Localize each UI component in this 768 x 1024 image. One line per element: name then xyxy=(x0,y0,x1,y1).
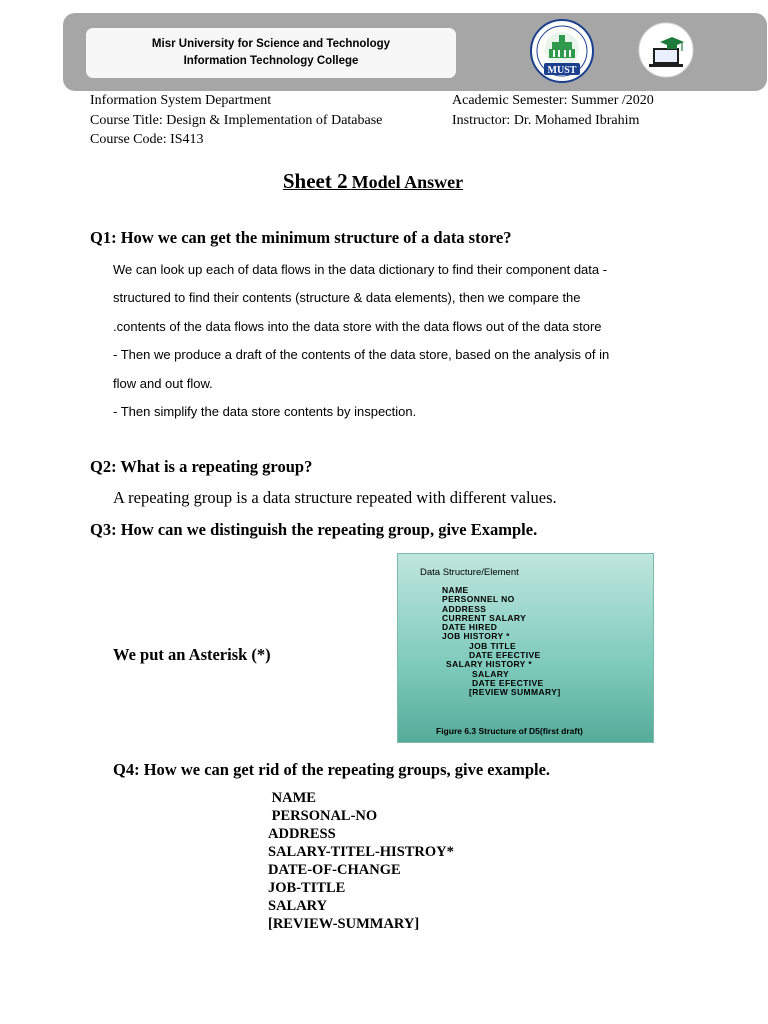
q1-answer xyxy=(113,256,673,426)
q4-example-list xyxy=(268,789,454,933)
q3-answer: We put an Asterisk (*) xyxy=(113,645,271,664)
q2-answer: A repeating group is a data structure repeated with different values. xyxy=(113,488,557,507)
figure-element-item: CURRENT SALARY xyxy=(442,612,527,623)
q1-answer-line: - Then simplify the data store contents by inspection. xyxy=(113,404,417,420)
university-name-box xyxy=(86,28,456,78)
course-info-right xyxy=(452,91,654,130)
figure-element-item: [REVIEW SUMMARY] xyxy=(469,687,561,698)
college-name: Information Technology College xyxy=(183,55,359,67)
page-title xyxy=(0,169,746,194)
figure-element-item: SALARY xyxy=(472,668,510,679)
figure-element-item: SALARY HISTORY * xyxy=(446,659,533,670)
q4-example-item: JOB-TITLE xyxy=(268,880,346,896)
title-model-answer: Model Answer xyxy=(351,172,464,192)
title-sheet: Sheet 2 xyxy=(282,169,348,193)
must-logo-text: MUST xyxy=(547,65,577,76)
q1-answer-line: We can look up each of data flows in the data dictionary to find their component data - xyxy=(113,262,608,277)
q4-question: Q4: How we can get rid of the repeating groups, give example. xyxy=(113,760,551,779)
instructor: Instructor: Dr. Mohamed Ibrahim xyxy=(452,112,640,128)
q4-example-item: [REVIEW-SUMMARY] xyxy=(268,916,420,932)
department: Information System Department xyxy=(90,93,272,108)
figure-element-item: PERSONNEL NO xyxy=(442,594,515,605)
q4-example-item: DATE-OF-CHANGE xyxy=(268,862,401,878)
q3-question: Q3: How can we distinguish the repeating group, give Example. xyxy=(90,520,538,539)
q2-question: Q2: What is a repeating group? xyxy=(90,457,313,476)
figure-element-item: JOB HISTORY * xyxy=(442,631,510,642)
figure-element-item: NAME xyxy=(442,585,469,595)
figure-element-item: DATE EFECTIVE xyxy=(472,677,544,688)
figure-element-item: ADDRESS xyxy=(442,603,487,614)
figure-element-list xyxy=(398,586,561,698)
q1-answer-line: - Then we produce a draft of the contents of the data store, based on the analysis of in xyxy=(113,347,610,363)
q4-example-item: SALARY-TITEL-HISTROY* xyxy=(268,844,454,860)
figure-title: Data Structure/Element xyxy=(420,567,519,578)
figure-element-item: DATE EFECTIVE xyxy=(469,650,541,661)
q1-answer-line: .contents of the data flows into the data store with the data flows out of the data store xyxy=(113,318,602,334)
q1-answer-line: structured to find their contents (structure & data elements), then we compare the xyxy=(113,290,581,306)
must-logo-icon xyxy=(530,19,594,83)
course-title: Course Title: Design & Implementation of Database xyxy=(90,112,383,128)
q4-example-item: PERSONAL-NO xyxy=(268,808,378,824)
course-code: Course Code: IS413 xyxy=(90,132,204,147)
q4-example-item: NAME xyxy=(268,790,316,806)
q4-example-item: ADDRESS xyxy=(268,826,336,842)
figure-caption: Figure 6.3 Structure of D5(first draft) xyxy=(436,726,583,736)
university-name: Misr University for Science and Technology xyxy=(151,38,391,50)
q4-example-item: SALARY xyxy=(268,898,328,914)
figure-element-item: JOB TITLE xyxy=(469,640,517,651)
figure-element-item: DATE HIRED xyxy=(442,622,498,633)
q1-answer-line: flow and out flow. xyxy=(113,375,213,391)
academic-semester: Academic Semester: Summer /2020 xyxy=(452,93,654,108)
course-info-left xyxy=(90,91,382,150)
data-structure-figure xyxy=(397,553,654,743)
q1-question: Q1: How we can get the minimum structure of a data store? xyxy=(90,228,512,247)
graduation-laptop-icon xyxy=(638,22,694,78)
